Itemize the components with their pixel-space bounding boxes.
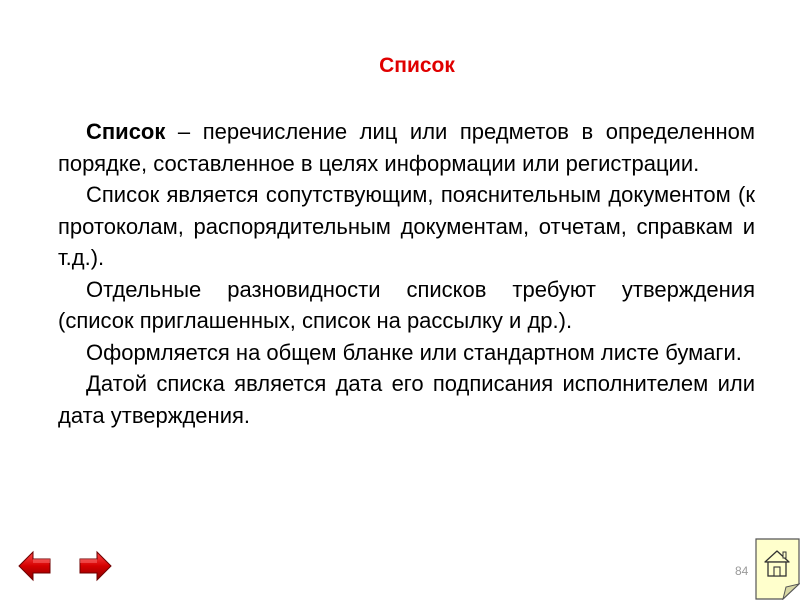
home-icon: [754, 538, 800, 600]
paragraph-definition-text: – перечисление лиц или предметов в определенном порядке, составленное в целях информации или регистрации.: [58, 119, 755, 176]
paragraph-format: Оформляется на общем бланке или стандартном листе бумаги.: [86, 339, 742, 365]
slide-title: Список: [379, 54, 455, 77]
paragraph-approval: Отдельные разновидности списков требуют утверждения (список приглашенных, список на рассылку и др.).: [58, 276, 755, 333]
slide-body: [58, 116, 755, 431]
arrow-left-icon: [18, 549, 52, 583]
page-number: 84: [735, 564, 749, 578]
paragraph-definition: [58, 116, 755, 179]
home-button[interactable]: [754, 538, 800, 600]
prev-slide-button[interactable]: [18, 549, 52, 583]
paragraph-purpose: Список является сопутствующим, пояснительным документом (к протоколам, распорядительным документам, отчетам, справкам и т.д.).: [58, 182, 755, 270]
arrow-right-icon: [78, 549, 112, 583]
term-list: Список: [86, 119, 166, 144]
paragraph-date: Датой списка является дата его подписания исполнителем или дата утверждения.: [58, 371, 755, 428]
next-slide-button[interactable]: [78, 549, 112, 583]
